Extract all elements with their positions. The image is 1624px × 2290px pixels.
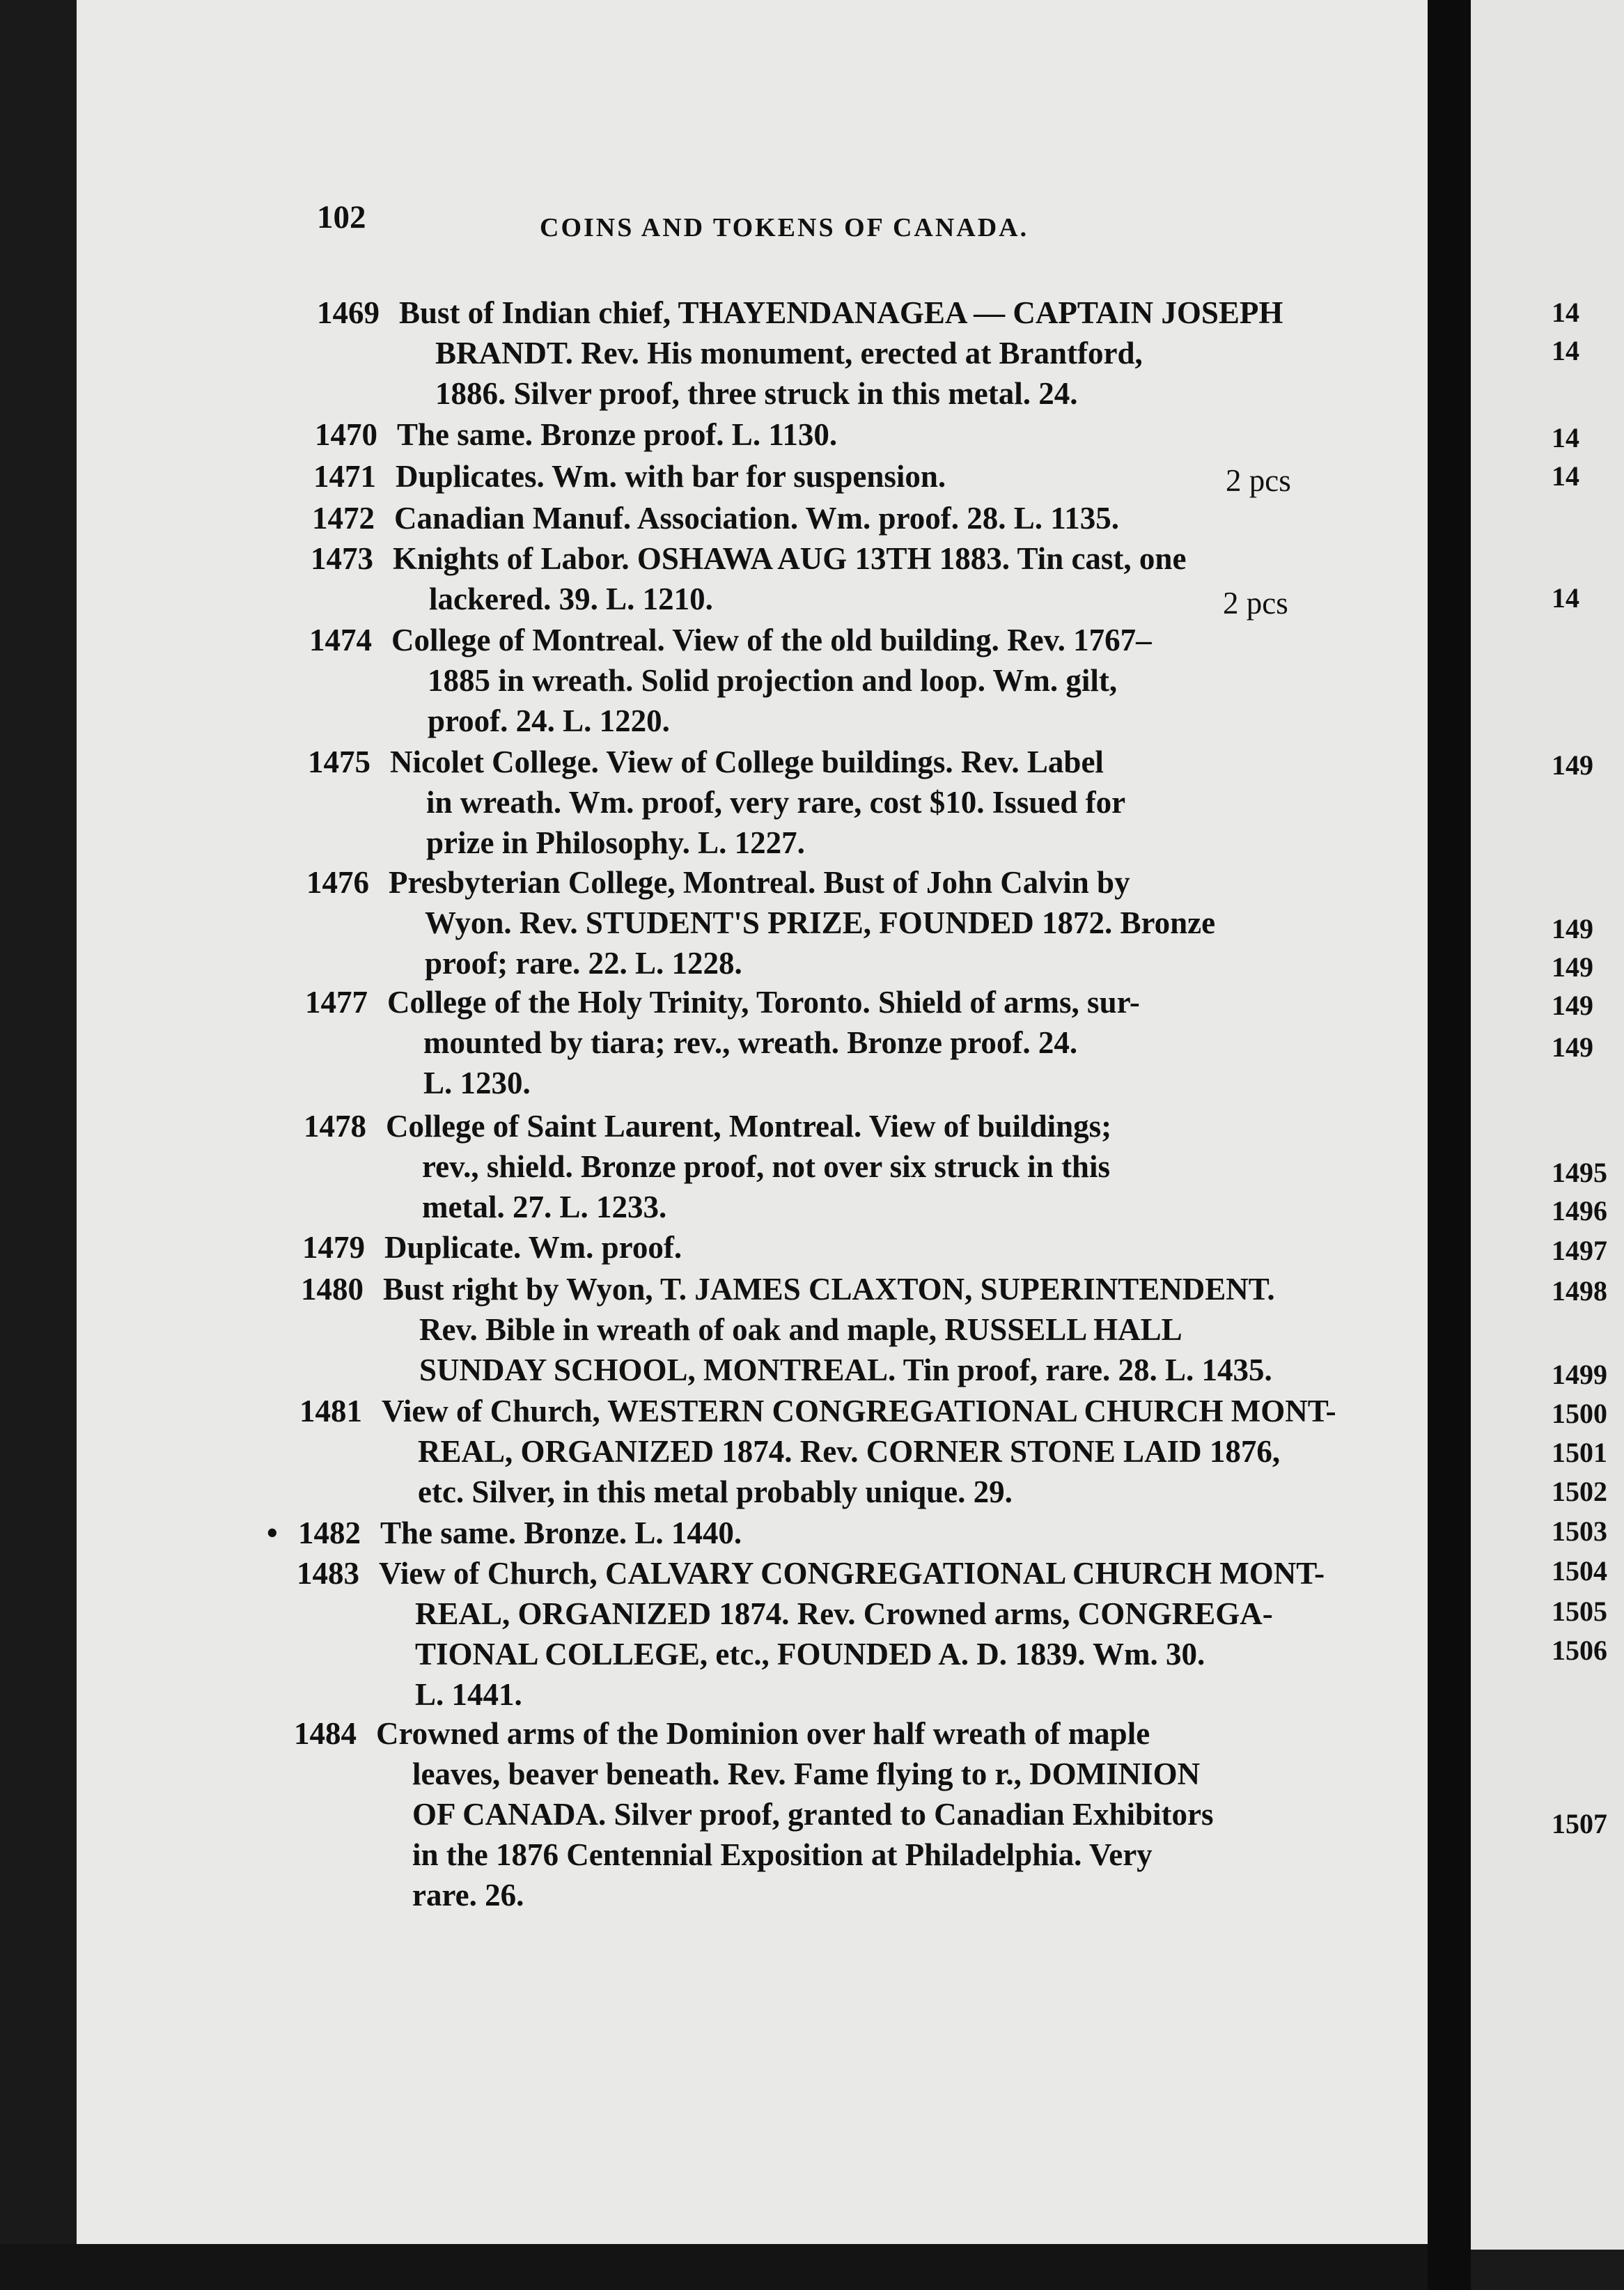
adjacent-entry-number: 1498 bbox=[1552, 1275, 1607, 1307]
adjacent-entry-number: 14 bbox=[1552, 582, 1579, 614]
catalog-entry bbox=[313, 456, 1372, 497]
entry-line: View of Church, CALVARY CONGREGATIONAL CHURCH MONT- bbox=[379, 1556, 1325, 1591]
entry-line: View of Church, WESTERN CONGREGATIONAL CHURCH MONT- bbox=[382, 1394, 1336, 1428]
entry-line: SUNDAY SCHOOL, MONTREAL. Tin proof, rare. 28. L. 1435. bbox=[419, 1353, 1272, 1387]
entry-line: Bust of Indian chief, THAYENDANAGEA — CAPTAIN JOSEPH bbox=[399, 295, 1283, 330]
adjacent-entry-number: 1501 bbox=[1552, 1437, 1607, 1468]
adjacent-entry-number: 149 bbox=[1552, 1031, 1593, 1063]
entry-line: proof. 24. L. 1220. bbox=[428, 703, 670, 738]
entry-number: 1469 bbox=[317, 295, 380, 330]
entry-line: mounted by tiara; rev., wreath. Bronze proof. 24. bbox=[423, 1025, 1078, 1060]
entry-quantity: 2 pcs bbox=[1223, 586, 1288, 621]
entry-line: Duplicates. Wm. with bar for suspension. bbox=[396, 459, 946, 494]
adjacent-entry-number: 1506 bbox=[1552, 1635, 1607, 1666]
catalog-entry bbox=[301, 1269, 1359, 1390]
adjacent-entry-number: 149 bbox=[1552, 913, 1593, 944]
adjacent-entry-number: 1497 bbox=[1552, 1235, 1607, 1266]
catalog-entry bbox=[309, 620, 1368, 741]
entry-number: 1476 bbox=[306, 865, 369, 900]
catalog-entry bbox=[308, 742, 1366, 863]
entry-line: proof; rare. 22. L. 1228. bbox=[425, 946, 742, 981]
entry-line: College of Montreal. View of the old building. Rev. 1767– bbox=[391, 623, 1152, 657]
entry-number: 1471 bbox=[313, 459, 376, 494]
entry-number: 1470 bbox=[315, 417, 377, 452]
catalog-entry bbox=[312, 498, 1371, 538]
entry-line: OF CANADA. Silver proof, granted to Canadian Exhibitors bbox=[412, 1797, 1214, 1832]
catalog-entry bbox=[304, 1106, 1362, 1227]
catalog-entry bbox=[311, 538, 1369, 619]
entry-line: REAL, ORGANIZED 1874. Rev. Crowned arms, CONGREGA- bbox=[415, 1596, 1273, 1631]
entry-line: Bust right by Wyon, T. JAMES CLAXTON, SUPERINTENDENT. bbox=[383, 1272, 1275, 1307]
entry-line: prize in Philosophy. L. 1227. bbox=[426, 825, 805, 860]
catalog-entry bbox=[315, 414, 1373, 455]
entry-line: Canadian Manuf. Association. Wm. proof. 28. L. 1135. bbox=[394, 501, 1119, 536]
entry-mark: • bbox=[267, 1516, 278, 1550]
entry-line: in the 1876 Centennial Exposition at Philadelphia. Very bbox=[412, 1837, 1153, 1872]
adjacent-entry-number: 149 bbox=[1552, 749, 1593, 781]
entry-line: metal. 27. L. 1233. bbox=[422, 1190, 667, 1224]
adjacent-entry-number: 14 bbox=[1552, 422, 1579, 453]
catalog-entry bbox=[267, 1513, 1357, 1553]
entry-line: in wreath. Wm. proof, very rare, cost $10. Issued for bbox=[426, 785, 1126, 820]
entry-number: 1474 bbox=[309, 623, 372, 657]
entry-number: 1479 bbox=[302, 1230, 365, 1265]
entry-number: 1482 bbox=[298, 1516, 361, 1550]
entry-line: L. 1230. bbox=[423, 1066, 531, 1100]
entry-line: Crowned arms of the Dominion over half wreath of maple bbox=[376, 1716, 1150, 1751]
adjacent-entry-number: 14 bbox=[1552, 460, 1579, 492]
entry-line: lackered. 39. L. 1210. bbox=[429, 582, 713, 616]
scan-border bbox=[0, 2244, 1428, 2290]
entry-line: Rev. Bible in wreath of oak and maple, RUSSELL HALL bbox=[419, 1312, 1182, 1347]
entry-line: The same. Bronze. L. 1440. bbox=[380, 1516, 742, 1550]
adjacent-entry-number: 14 bbox=[1552, 297, 1579, 328]
book-spine bbox=[1428, 0, 1471, 2290]
catalog-entry bbox=[302, 1227, 1361, 1268]
entry-line: TIONAL COLLEGE, etc., FOUNDED A. D. 1839. Wm. 30. bbox=[415, 1637, 1205, 1672]
entry-line: Knights of Labor. OSHAWA AUG 13TH 1883. Tin cast, one bbox=[393, 541, 1187, 576]
entry-line: rare. 26. bbox=[412, 1878, 524, 1913]
adjacent-entry-number: 1507 bbox=[1552, 1808, 1607, 1839]
adjacent-page bbox=[1471, 0, 1624, 2250]
entry-number: 1473 bbox=[311, 541, 373, 576]
entry-line: 1885 in wreath. Solid projection and loop. Wm. gilt, bbox=[428, 663, 1118, 698]
adjacent-entry-number: 1504 bbox=[1552, 1555, 1607, 1587]
adjacent-entry-number: 149 bbox=[1552, 951, 1593, 983]
entry-number: 1478 bbox=[304, 1109, 366, 1144]
adjacent-entry-number: 1503 bbox=[1552, 1516, 1607, 1547]
adjacent-entry-number: 1505 bbox=[1552, 1596, 1607, 1627]
adjacent-entry-number: 1496 bbox=[1552, 1195, 1607, 1226]
entry-line: L. 1441. bbox=[415, 1677, 522, 1712]
entry-line: etc. Silver, in this metal probably unique. 29. bbox=[418, 1474, 1013, 1509]
adjacent-entry-number: 14 bbox=[1552, 335, 1579, 366]
entry-number: 1484 bbox=[294, 1716, 357, 1751]
page-title: COINS AND TOKENS OF CANADA. bbox=[540, 213, 1029, 242]
adjacent-entry-number: 1500 bbox=[1552, 1398, 1607, 1429]
catalog-entry bbox=[299, 1391, 1358, 1512]
entry-number: 1483 bbox=[297, 1556, 359, 1591]
entry-line: Duplicate. Wm. proof. bbox=[384, 1230, 682, 1265]
entry-line: The same. Bronze proof. L. 1130. bbox=[397, 417, 838, 452]
entry-line: rev., shield. Bronze proof, not over six struck in this bbox=[422, 1149, 1110, 1184]
entry-line: Presbyterian College, Montreal. Bust of John Calvin by bbox=[389, 865, 1130, 900]
entry-line: Wyon. Rev. STUDENT'S PRIZE, FOUNDED 1872. Bronze bbox=[425, 905, 1216, 940]
page-number: 102 bbox=[317, 199, 366, 235]
entry-line: REAL, ORGANIZED 1874. Rev. CORNER STONE LAID 1876, bbox=[418, 1434, 1281, 1469]
catalog-entry bbox=[305, 982, 1364, 1103]
entry-line: College of the Holy Trinity, Toronto. Shield of arms, sur- bbox=[387, 985, 1140, 1020]
entry-quantity: 2 pcs bbox=[1226, 463, 1291, 498]
catalog-entry bbox=[306, 862, 1365, 983]
adjacent-entry-number: 1502 bbox=[1552, 1476, 1607, 1507]
adjacent-entry-number: 149 bbox=[1552, 990, 1593, 1021]
entry-line: BRANDT. Rev. His monument, erected at Brantford, bbox=[435, 336, 1143, 371]
entry-number: 1475 bbox=[308, 745, 370, 779]
adjacent-entry-number: 1499 bbox=[1552, 1359, 1607, 1390]
catalog-entry bbox=[297, 1553, 1355, 1715]
entry-line: 1886. Silver proof, three struck in this metal. 24. bbox=[435, 376, 1078, 411]
entry-line: leaves, beaver beneath. Rev. Fame flying to r., DOMINION bbox=[412, 1757, 1201, 1791]
entry-number: 1481 bbox=[299, 1394, 362, 1428]
entry-number: 1477 bbox=[305, 985, 368, 1020]
entry-line: Nicolet College. View of College buildings. Rev. Label bbox=[390, 745, 1104, 779]
catalog-entry bbox=[317, 293, 1375, 414]
adjacent-entry-number: 1495 bbox=[1552, 1157, 1607, 1188]
entry-number: 1480 bbox=[301, 1272, 364, 1307]
entry-line: College of Saint Laurent, Montreal. View of buildings; bbox=[386, 1109, 1112, 1144]
entry-number: 1472 bbox=[312, 501, 375, 536]
catalog-entry bbox=[294, 1713, 1352, 1915]
